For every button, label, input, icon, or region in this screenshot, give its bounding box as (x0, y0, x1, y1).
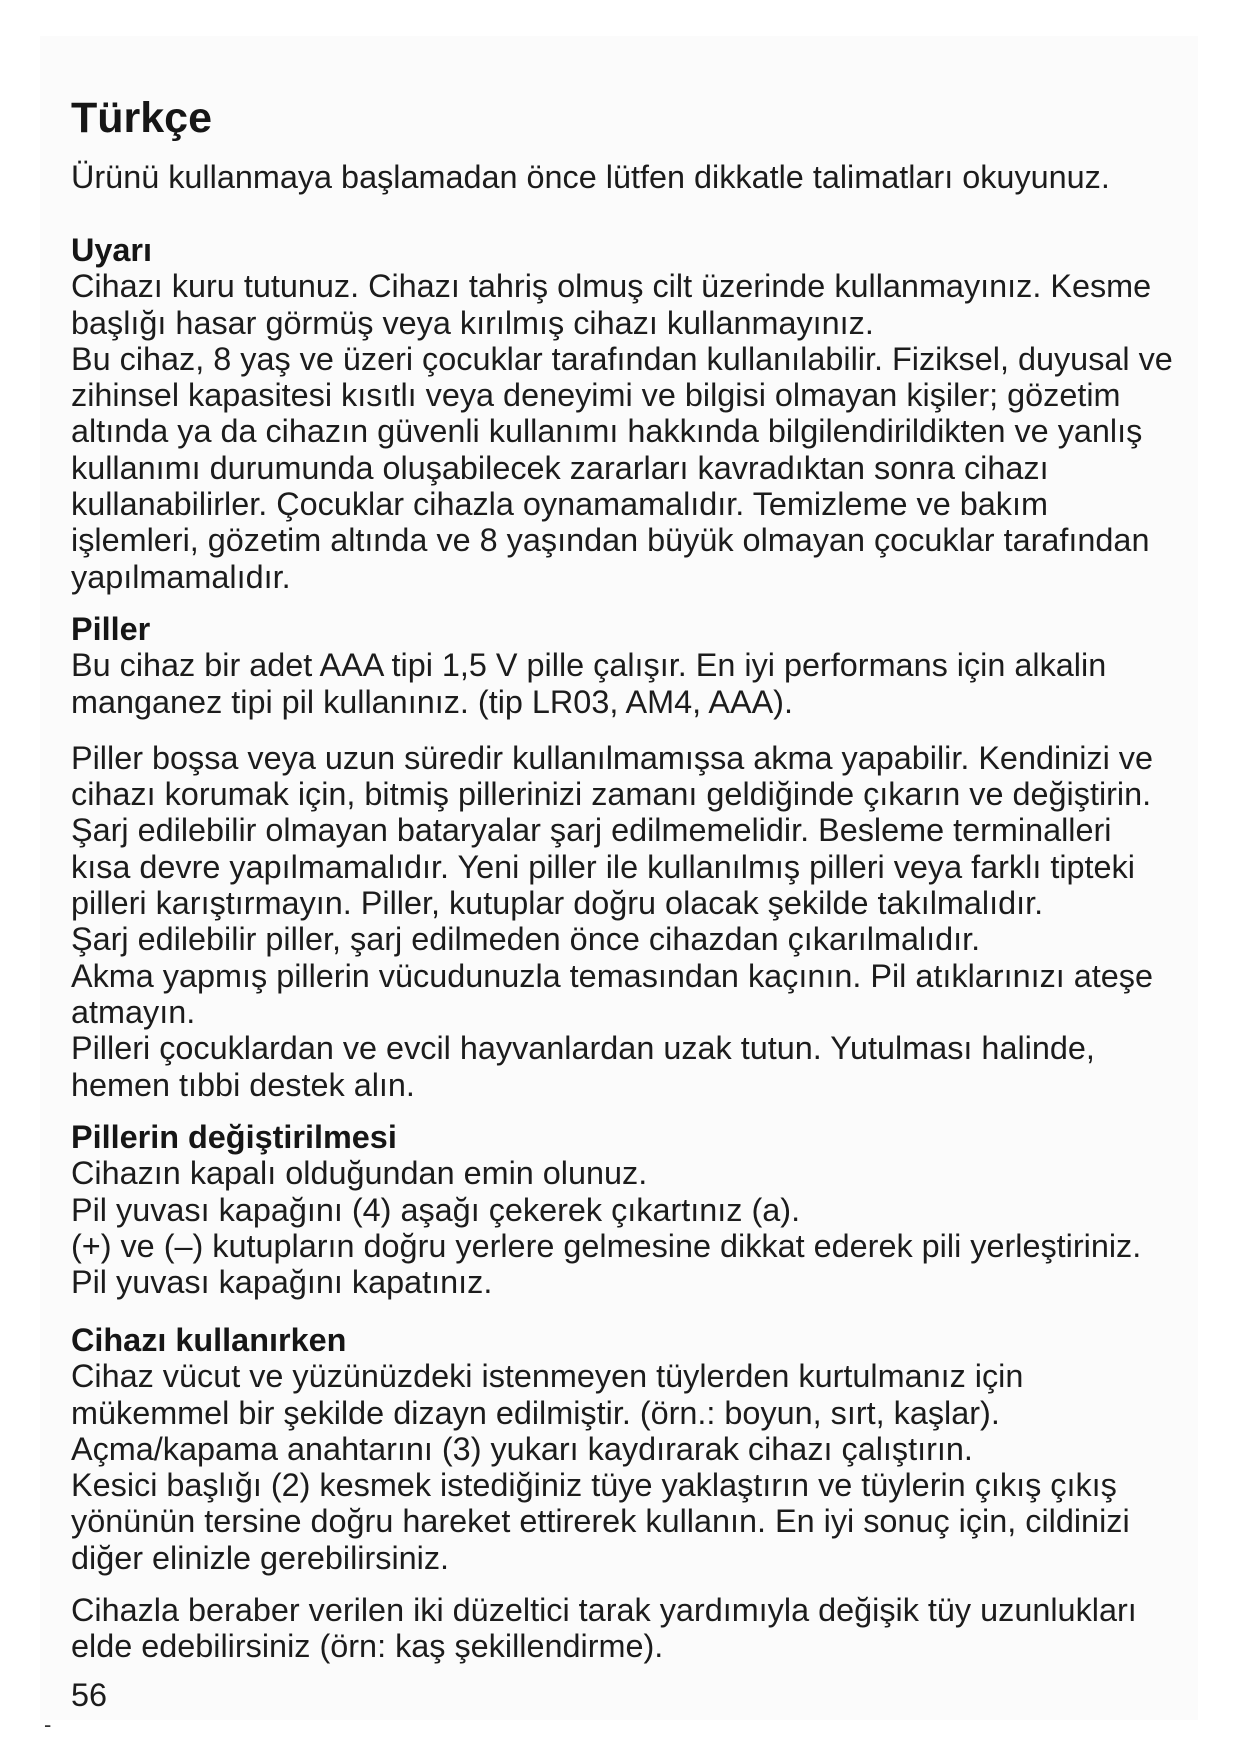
section-heading: Cihazı kullanırken (71, 1322, 347, 1358)
text-line: işlemleri, gözetim altında ve 8 yaşından büyük olmayan çocuklar tarafından (71, 522, 1150, 559)
text-line: pilleri karıştırmayın. Piller, kutuplar doğru olacak şekilde takılmalıdır. (71, 885, 1044, 922)
text-line: Ürünü kullanmaya başlamadan önce lütfen dikkatle talimatları okuyunuz. (71, 159, 1110, 195)
text-line: Bu cihaz, 8 yaş ve üzeri çocuklar tarafından kullanılabilir. Fiziksel, duyusal ve (71, 340, 1173, 377)
text-line: mükemmel bir şekilde dizayn edilmiştir. (örn.: boyun, sırt, kaşlar). (71, 1394, 1000, 1431)
text-line: Pil yuvası kapağını (4) aşağı çekerek çıkartınız (a). (71, 1191, 801, 1228)
text-line: (+) ve (–) kutupların doğru yerlere gelmesine dikkat ederek pili yerleştiriniz. (71, 1227, 1142, 1264)
section-battery-replacement (71, 1119, 1141, 1300)
text-line: atmayın. (71, 993, 196, 1030)
section-usage (71, 1322, 1137, 1665)
text-line: hemen tıbbi destek alın. (71, 1066, 415, 1103)
corner-mark: - (44, 1712, 52, 1737)
text-line: diğer elinizle gerebilirsiniz. (71, 1539, 450, 1576)
paragraph (71, 1592, 1137, 1665)
intro-paragraph (71, 159, 1110, 195)
text-line: yapılmamalıdır. (71, 558, 291, 595)
text-line: Pilleri çocuklardan ve evcil hayvanlardan uzak tutun. Yutulması halinde, (71, 1030, 1095, 1067)
text-line: manganez tipi pil kullanınız. (tip LR03, AM4, AAA). (71, 683, 793, 720)
text-line: başlığı hasar görmüş veya kırılmış cihazı kullanmayınız. (71, 304, 874, 341)
text-line: Açma/kapama anahtarını (3) yukarı kaydırarak cihazı çalıştırın. (71, 1430, 973, 1467)
text-line: Cihazı kuru tutunuz. Cihazı tahriş olmuş cilt üzerinde kullanmayınız. Kesme (71, 268, 1152, 305)
text-line: Cihazla beraber verilen iki düzeltici tarak yardımıyla değişik tüy uzunlukları (71, 1592, 1137, 1629)
text-line: cihazı korumak için, bitmiş pillerinizi zamanı geldiğinde çıkarın ve değiştirin. (71, 776, 1152, 813)
paragraph (71, 740, 1153, 1103)
text-line: altında ya da cihazın güvenli kullanımı hakkında bilgilendirildikten ve yanlış (71, 413, 1143, 450)
page-number: 56 (71, 1677, 108, 1713)
text-line: Cihazın kapalı olduğundan emin olunuz. (71, 1155, 648, 1192)
section-heading: Piller (71, 611, 151, 647)
text-line: Kesici başlığı (2) kesmek istediğiniz tüye yaklaştırın ve tüylerin çıkış çıkış (71, 1467, 1117, 1504)
text-line: kısa devre yapılmamalıdır. Yeni piller ile kullanılmış pilleri veya farklı tipteki (71, 848, 1135, 885)
paragraph (71, 647, 1153, 720)
text-line: kullanımı durumunda oluşabilecek zararları kavradıktan sonra cihazı (71, 449, 1049, 486)
text-line: Akma yapmış pillerin vücudunuzla temasından kaçının. Pil atıklarınızı ateşe (71, 957, 1154, 994)
paragraph (71, 268, 1173, 595)
section-warning (71, 232, 1173, 595)
text-line: Bu cihaz bir adet AAA tipi 1,5 V pille çalışır. En iyi performans için alkalin (71, 647, 1107, 684)
section-heading: Pillerin değiştirilmesi (71, 1119, 397, 1155)
section-batteries (71, 611, 1153, 1103)
text-line: zihinsel kapasitesi kısıtlı veya deneyimi ve bilgisi olmayan kişiler; gözetim (71, 377, 1121, 414)
paragraph (71, 1155, 1141, 1300)
text-line: Cihaz vücut ve yüzünüzdeki istenmeyen tüylerden kurtulmanız için (71, 1358, 1024, 1395)
text-line: elde edebilirsiniz (örn: kaş şekillendirme). (71, 1628, 664, 1665)
text-line: yönünün tersine doğru hareket ettirerek kullanın. En iyi sonuç için, cildinizi (71, 1503, 1130, 1540)
text-line: Pil yuvası kapağını kapatınız. (71, 1264, 493, 1301)
text-line: Piller boşsa veya uzun süredir kullanılmamışsa akma yapabilir. Kendinizi ve (71, 739, 1153, 776)
text-line: Şarj edilebilir piller, şarj edilmeden önce cihazdan çıkarılmalıdır. (71, 921, 981, 958)
page-title: Türkçe (71, 94, 213, 142)
text-line: Şarj edilebilir olmayan bataryalar şarj edilmemelidir. Besleme terminalleri (71, 812, 1112, 849)
text-line: kullanabilirler. Çocuklar cihazla oynamamalıdır. Temizleme ve bakım (71, 486, 1048, 523)
section-heading: Uyarı (71, 232, 153, 268)
paragraph (71, 1358, 1137, 1576)
